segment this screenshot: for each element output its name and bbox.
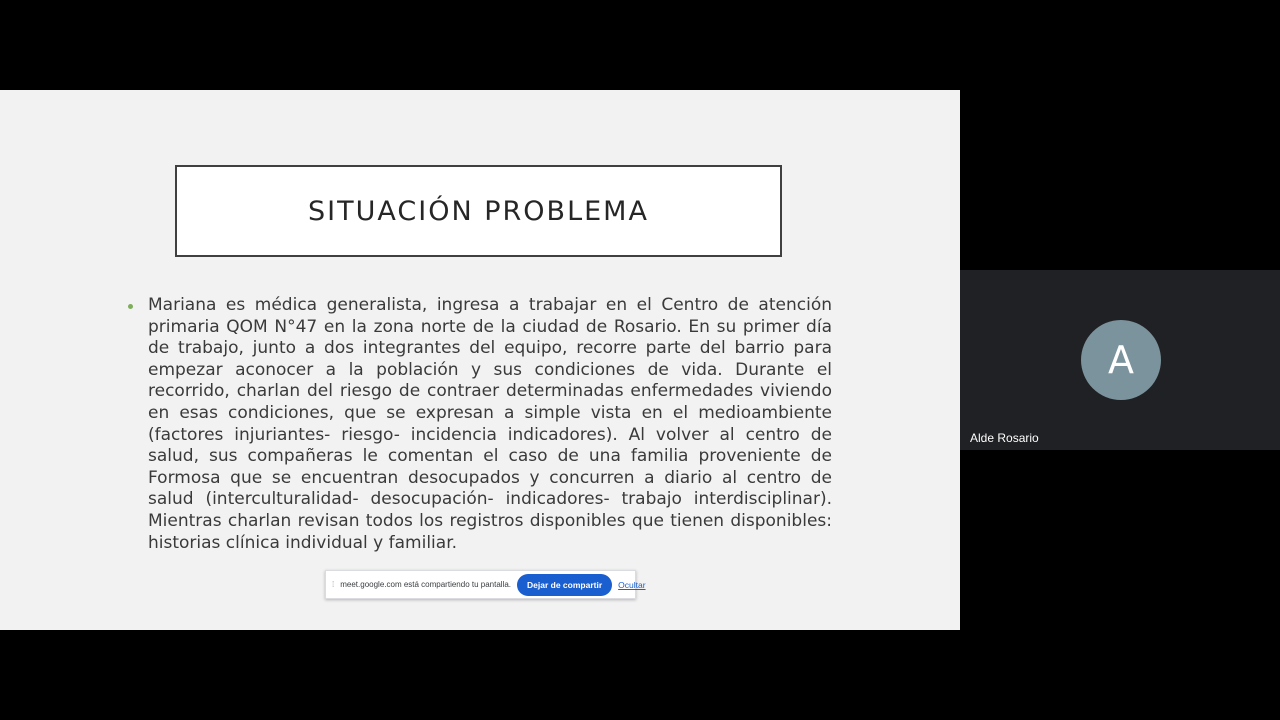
- participant-tile[interactable]: [960, 270, 1280, 450]
- drag-handle-icon[interactable]: ⁞: [332, 579, 335, 589]
- share-message: meet.google.com está compartiendo tu pantalla.: [340, 580, 512, 589]
- slide-body: [128, 295, 832, 554]
- bullet-dot-icon: [128, 304, 133, 309]
- avatar: A: [1081, 320, 1161, 400]
- bullet-text: Mariana es médica generalista, ingresa a trabajar en el Centro de atención primaria QOM N°47 en la zona norte de la ciudad de Rosario. En su primer día de trabajo, junto a dos integrantes del equipo, recorre parte del barrio para empezar aconocer a la población y sus condiciones de vida. Durante el recorrido, charlan del riesgo de contraer determinadas enfermedades viviendo en esas condiciones, que se expresan a simple vista en el medioambiente (factores injuriantes- riesgo- incidencia indicadores). Al volver al centro de salud, sus compañeras le comentan el caso de una familia proveniente de Formosa que se encuentran desocupados y concurren a diario al centro de salud (interculturalidad- desocupación- indicadores- trabajo interdisciplinar). Mientras charlan revisan todos los registros disponibles que tienen disponibles: historias clínica individual y familiar.: [148, 295, 832, 553]
- bullet-item: [128, 295, 832, 554]
- presentation-slide: [0, 90, 960, 630]
- hide-link[interactable]: Ocultar: [618, 579, 646, 590]
- slide-title: SITUACIÓN PROBLEMA: [308, 195, 649, 227]
- participants-panel: [960, 0, 1280, 720]
- participant-name: Alde Rosario: [970, 431, 1039, 445]
- screen-share-notification: [325, 570, 646, 599]
- slide-title-box: [175, 165, 782, 257]
- stop-sharing-button[interactable]: Dejar de compartir: [517, 574, 612, 596]
